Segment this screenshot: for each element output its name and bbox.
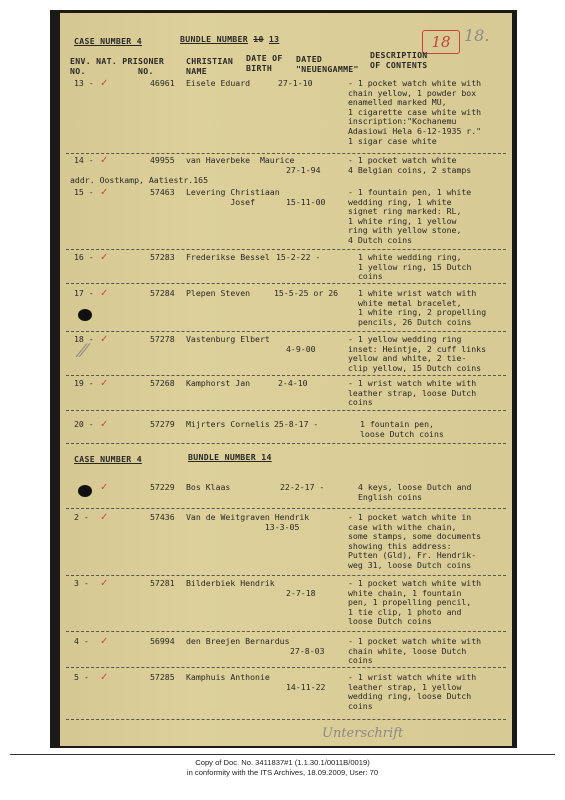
checkmark-icon: ✓ [100, 252, 109, 263]
pencil-page-number: 18. [464, 26, 490, 45]
envelope-number: 4 - [74, 636, 89, 646]
birth-date: 4-9-00 [286, 344, 316, 354]
prisoner-name: Plepen Steven [186, 288, 251, 298]
prisoner-name: Eisele Eduard [186, 78, 251, 88]
prisoner-name: den Breejen Bernardus [186, 636, 290, 646]
row-divider [66, 375, 506, 376]
punch-hole [78, 485, 92, 497]
prisoner-name: Kamphuis Anthonie [186, 672, 270, 682]
prisoner-number: 57268 [150, 378, 175, 388]
prisoner-number: 57463 [150, 187, 175, 197]
envelope-number: 17 - [74, 288, 94, 298]
prisoner-name: Frederikse Bessel [186, 252, 270, 262]
envelope-number: 19 - [74, 378, 94, 388]
prisoner-name: Levering Christiaan Josef [186, 187, 280, 207]
pencil-signature: Unterschrift [322, 726, 404, 741]
checkmark-icon: ✓ [100, 636, 109, 647]
document-page [60, 13, 512, 746]
prisoner-name: Kamphorst Jan [186, 378, 251, 388]
checkmark-icon: ✓ [100, 78, 109, 89]
footer-line-2: in conformity with the ITS Archives, 18.09.2009, User: 70 [186, 767, 379, 777]
prisoner-number: 57283 [150, 252, 175, 262]
col-header-env-prisoner: ENV. NAT. PRISONER NO. NO. [70, 56, 165, 76]
case-number-heading: CASE NUMBER 4 [74, 36, 142, 46]
checkmark-icon: ✓ [100, 419, 109, 430]
checkmark-icon: ✓ [100, 578, 109, 589]
row-divider [66, 719, 506, 720]
prisoner-number: 57285 [150, 672, 175, 682]
envelope-number: 20 - [74, 419, 94, 429]
prisoner-number: 56994 [150, 636, 175, 646]
prisoner-number: 57284 [150, 288, 175, 298]
checkmark-icon: ✓ [100, 512, 109, 523]
envelope-number: 18 - [74, 334, 94, 344]
row-divider [66, 153, 506, 154]
envelope-number: 15 - [74, 187, 94, 197]
prisoner-number: 57229 [150, 482, 175, 492]
prisoner-number: 57281 [150, 578, 175, 588]
birth-date: 14-11-22 [286, 682, 326, 692]
contents-description: - 1 yellow wedding ring inset: Heintje, 2 cuff links yellow and white, 2 tie- clip yellow, 15 Dutch coins [348, 334, 487, 373]
prisoner-name: van Haverbeke Maurice [186, 155, 295, 165]
row-divider [66, 331, 506, 332]
birth-date: 22-2-17 - [280, 482, 325, 492]
row-divider [66, 508, 506, 509]
contents-description: 1 white wrist watch with white metal bracelet, 1 white ring, 2 propelling pencils, 26 Dutch coins [358, 288, 487, 327]
checkmark-icon: ✓ [100, 378, 109, 389]
prisoner-name: Bos Klaas [186, 482, 231, 492]
checkmark-icon: ✓ [100, 482, 109, 493]
bundle-number-heading: BUNDLE NUMBER 10 13 [180, 34, 280, 44]
row-divider [66, 410, 506, 411]
footer-rule [10, 754, 555, 755]
row-divider [66, 283, 506, 284]
row-divider [66, 249, 506, 250]
red-page-stamp: 18 [422, 30, 460, 54]
birth-date: 25-8-17 - [274, 419, 319, 429]
pencil-mark: ⁄⁄ [80, 341, 87, 362]
envelope-number: 5 - [74, 672, 89, 682]
prisoner-number: 49955 [150, 155, 175, 165]
prisoner-number: 57278 [150, 334, 175, 344]
footer-line-1: Copy of Doc. No. 3411837#1 (1.1.30.1/0011B/0019) [195, 758, 370, 767]
col-header-christian-name: CHRISTIAN NAME [186, 56, 234, 76]
contents-description: 1 white wedding ring, 1 yellow ring, 15 Dutch coins [358, 252, 472, 282]
contents-description: - 1 pocket watch white with chain yellow, 1 powder box enamelled marked MU, 1 cigarette case white with inscription:"Kochanemu Adasiowi Hela 6-12-1935 r." 1 sigar case white [348, 78, 482, 146]
contents-description: - 1 pocket watch white in case with withe chain, some stamps, some documents showing this address: Putten (Gld), Fr. Hendrik- weg 31, loose Dutch coins [348, 512, 482, 570]
birth-date: 27-1-10 [278, 78, 313, 88]
prisoner-name: Van de Weitgraven Hendrik 13-3-05 [186, 512, 310, 532]
envelope-number: 14 - [74, 155, 94, 165]
contents-description: 1 fountain pen, loose Dutch coins [360, 419, 444, 439]
checkmark-icon: ✓ [100, 288, 109, 299]
contents-description: - 1 pocket watch white with chain white, loose Dutch coins [348, 636, 482, 666]
envelope-number: 3 - [74, 578, 89, 588]
prisoner-number: 57279 [150, 419, 175, 429]
col-header-dated: DATED "NEUENGAMME" [296, 54, 359, 74]
checkmark-icon: ✓ [100, 187, 109, 198]
address-note: addr. Oostkamp, Aatiestr.165 [70, 175, 209, 185]
prisoner-number: 57436 [150, 512, 175, 522]
envelope-number: 13 - [74, 78, 94, 88]
envelope-number: 2 - [74, 512, 89, 522]
col-header-date-of-birth: DATE OF BIRTH [246, 53, 283, 73]
birth-date: 2-7-18 [286, 588, 316, 598]
prisoner-name: Vastenburg Elbert [186, 334, 270, 344]
birth-date: 15-11-00 [286, 197, 326, 207]
checkmark-icon: ✓ [100, 334, 109, 345]
contents-description: - 1 wrist watch white with leather strap, loose Dutch coins [348, 378, 477, 408]
birth-date: 2-4-10 [278, 378, 308, 388]
checkmark-icon: ✓ [100, 155, 109, 166]
case-number-heading-2: CASE NUMBER 4 [74, 454, 142, 464]
prisoner-name: Mijrters Cornelis [186, 419, 270, 429]
contents-description: - 1 pocket watch white 4 Belgian coins, 2 stamps [348, 155, 472, 175]
bundle-number-heading-2: BUNDLE NUMBER 14 [188, 452, 272, 462]
birth-date: 27-1-94 [286, 165, 321, 175]
row-divider [66, 575, 506, 576]
birth-date: 15-5-25 or 26 [274, 288, 339, 298]
checkmark-icon: ✓ [100, 672, 109, 683]
punch-hole [78, 309, 92, 321]
col-header-description: DESCRIPTION OF CONTENTS [370, 50, 428, 70]
row-divider [66, 631, 506, 632]
birth-date: 15-2-22 - [276, 252, 321, 262]
contents-description: - 1 fountain pen, 1 white wedding ring, 1 white signet ring marked: RL, 1 white ring, 1 yellow ring with yellow stone, 4 Dutch coins [348, 187, 472, 245]
row-divider [66, 667, 506, 668]
prisoner-number: 46961 [150, 78, 175, 88]
contents-description: - 1 wrist watch white with leather strap, 1 yellow wedding ring, loose Dutch coins [348, 672, 477, 711]
envelope-number: 16 - [74, 252, 94, 262]
contents-description: - 1 pocket watch white with white chain, 1 fountain pen, 1 propelling pencil, 1 tie clip, 1 photo and loose Dutch coins [348, 578, 482, 627]
birth-date: 27-8-03 [290, 646, 325, 656]
archive-footer [0, 758, 565, 777]
contents-description: 4 keys, loose Dutch and English coins [358, 482, 472, 502]
row-divider [66, 443, 506, 444]
prisoner-name: Bilderbiek Hendrik [186, 578, 275, 588]
